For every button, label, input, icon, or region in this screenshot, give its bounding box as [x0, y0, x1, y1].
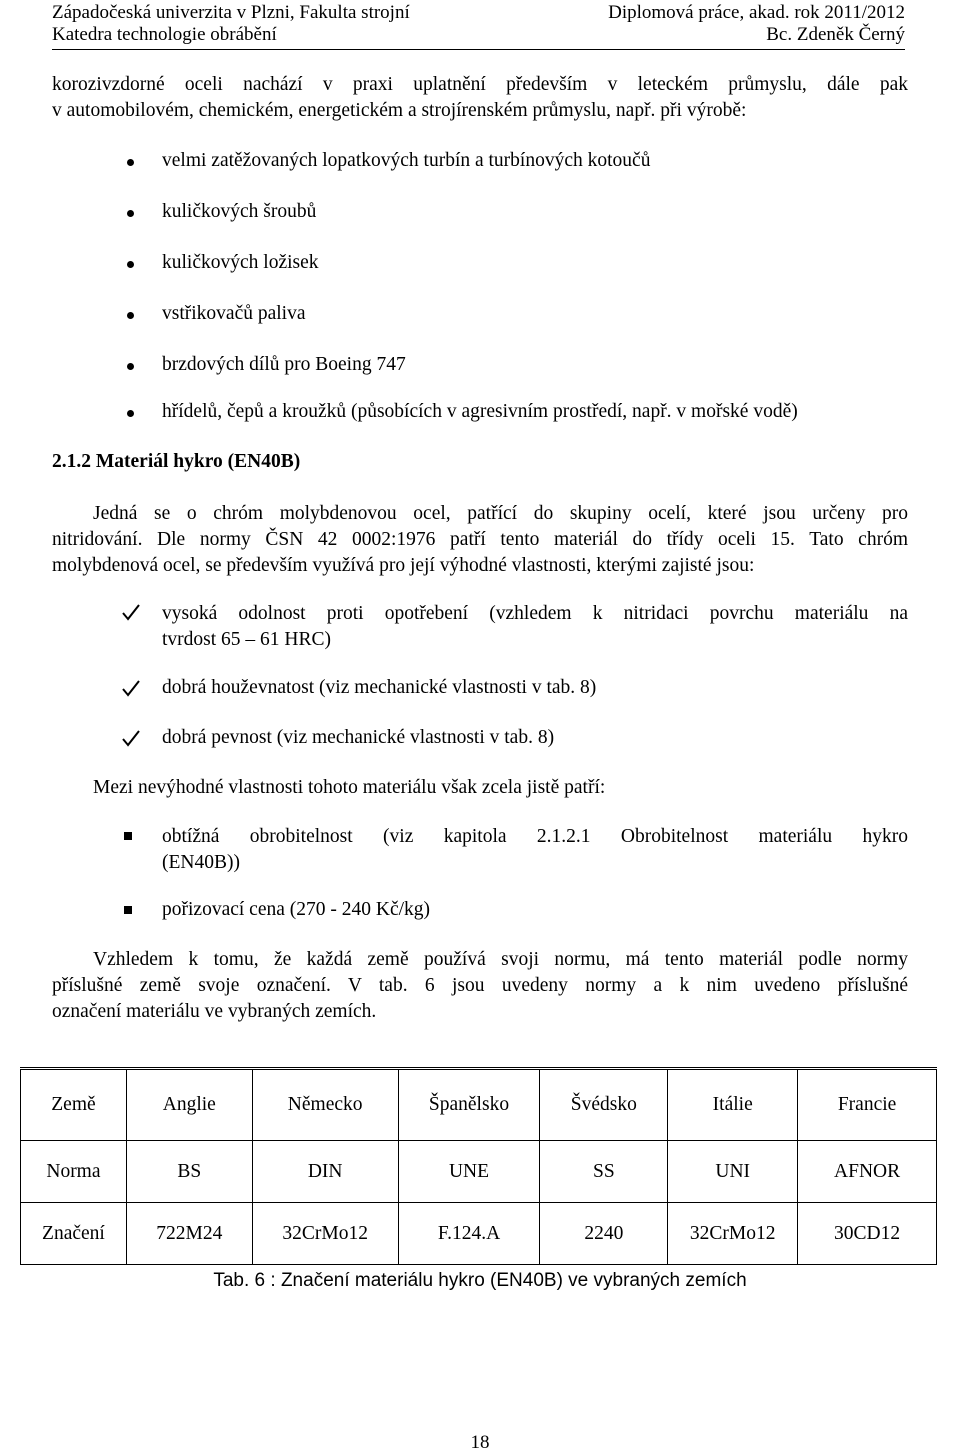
section-heading: 2.1.2 Materiál hykro (EN40B)	[52, 451, 301, 472]
list-item: velmi zatěžovaných lopatkových turbín a turbínových kotoučů	[162, 150, 651, 171]
table-cell: Anglie	[126, 1069, 252, 1141]
table-cell: SS	[540, 1141, 668, 1203]
list-item-line: tvrdost 65 – 61 HRC)	[162, 629, 332, 650]
list-item-line: (EN40B))	[162, 852, 240, 873]
table-caption: Tab. 6 : Značení materiálu hykro (EN40B) ve vybraných zemích	[213, 1270, 747, 1291]
list-item: brzdových dílů pro Boeing 747	[162, 354, 406, 375]
table-cell: UNE	[398, 1141, 540, 1203]
table-cell: 32CrMo12	[668, 1203, 798, 1265]
bullet-icon	[127, 210, 134, 217]
table-cell: F.124.A	[398, 1203, 540, 1265]
table-cell: 2240	[540, 1203, 668, 1265]
list-item: vstřikovačů paliva	[162, 303, 306, 324]
header-rule	[52, 49, 905, 50]
table-cell: Značení	[21, 1203, 127, 1265]
bullet-icon	[127, 261, 134, 268]
table-cell: Země	[21, 1069, 127, 1141]
table-cell: Norma	[21, 1141, 127, 1203]
intro-line: v automobilovém, chemickém, energetickém a strojírenském průmyslu, např. při výrobě:	[52, 100, 747, 121]
disadvantages-intro	[93, 775, 908, 801]
closing-line: Vzhledem k tomu, že každá země používá svoji normu, má tento materiál podle normy	[93, 949, 908, 970]
list-item	[162, 824, 908, 876]
bullet-icon	[127, 159, 134, 166]
table-cell: Itálie	[668, 1069, 798, 1141]
intro-line: korozivzdorné oceli nachází v praxi uplatnění především v leteckém průmyslu, dále pak	[52, 74, 908, 95]
page-number: 18	[470, 1432, 490, 1453]
list-item: kuličkových šroubů	[162, 201, 317, 222]
header-department: Katedra technologie obrábění	[52, 24, 277, 45]
bullet-icon	[127, 312, 134, 319]
header-author: Bc. Zdeněk Černý	[766, 24, 905, 45]
list-item: kuličkových ložisek	[162, 252, 319, 273]
list-item: dobrá houževnatost (viz mechanické vlastnosti v tab. 8)	[162, 677, 597, 698]
table-row	[21, 1069, 937, 1141]
table-cell: Španělsko	[398, 1069, 540, 1141]
checkmark-icon	[120, 677, 142, 699]
description-paragraph	[52, 501, 908, 579]
table-cell: Francie	[798, 1069, 937, 1141]
disadv-intro-line: Mezi nevýhodné vlastnosti tohoto materiálu však zcela jistě patří:	[93, 777, 606, 798]
desc-line: Jedná se o chróm molybdenovou ocel, patřící do skupiny ocelí, které jsou určeny pro	[93, 503, 908, 524]
list-item: dobrá pevnost (viz mechanické vlastnosti v tab. 8)	[162, 727, 555, 748]
table-cell: DIN	[252, 1141, 398, 1203]
table-cell: Německo	[252, 1069, 398, 1141]
closing-paragraph	[52, 947, 908, 1025]
bullet-icon	[127, 363, 134, 370]
table-cell: UNI	[668, 1141, 798, 1203]
table-cell: 32CrMo12	[252, 1203, 398, 1265]
list-item-line: obtížná obrobitelnost (viz kapitola 2.1.2.1 Obrobitelnost materiálu hykro	[162, 826, 908, 847]
square-bullet-icon	[124, 832, 132, 840]
list-item: pořizovací cena (270 - 240 Kč/kg)	[162, 899, 431, 920]
list-item: hřídelů, čepů a kroužků (působících v agresivním prostředí, např. v mořské vodě)	[162, 401, 798, 422]
table-cell: AFNOR	[798, 1141, 937, 1203]
header-thesis: Diplomová práce, akad. rok 2011/2012	[608, 2, 905, 23]
checkmark-icon	[120, 601, 142, 623]
list-item-line: vysoká odolnost proti opotřebení (vzhledem k nitridaci povrchu materiálu na	[162, 603, 908, 624]
table-row	[21, 1203, 937, 1265]
table-cell: BS	[126, 1141, 252, 1203]
table-cell: 722M24	[126, 1203, 252, 1265]
header-university: Západočeská univerzita v Plzni, Fakulta strojní	[52, 2, 410, 23]
checkmark-icon	[120, 727, 142, 749]
table-cell: Švédsko	[540, 1069, 668, 1141]
norms-table	[20, 1067, 937, 1265]
desc-line: nitridování. Dle normy ČSN 42 0002:1976 patří tento materiál do třídy oceli 15. Tato chróm	[52, 529, 908, 550]
closing-line: označení materiálu ve vybraných zemích.	[52, 1001, 377, 1022]
intro-paragraph	[52, 72, 908, 124]
list-item	[162, 601, 908, 653]
desc-line: molybdenová ocel, se především využívá pro její výhodné vlastnosti, kterými zajisté jsou:	[52, 555, 755, 576]
square-bullet-icon	[124, 906, 132, 914]
table-cell: 30CD12	[798, 1203, 937, 1265]
table-row	[21, 1141, 937, 1203]
closing-line: příslušné země svoje označení. V tab. 6 jsou uvedeny normy a k nim uvedeno příslušné	[52, 975, 908, 996]
bullet-icon	[127, 410, 134, 417]
